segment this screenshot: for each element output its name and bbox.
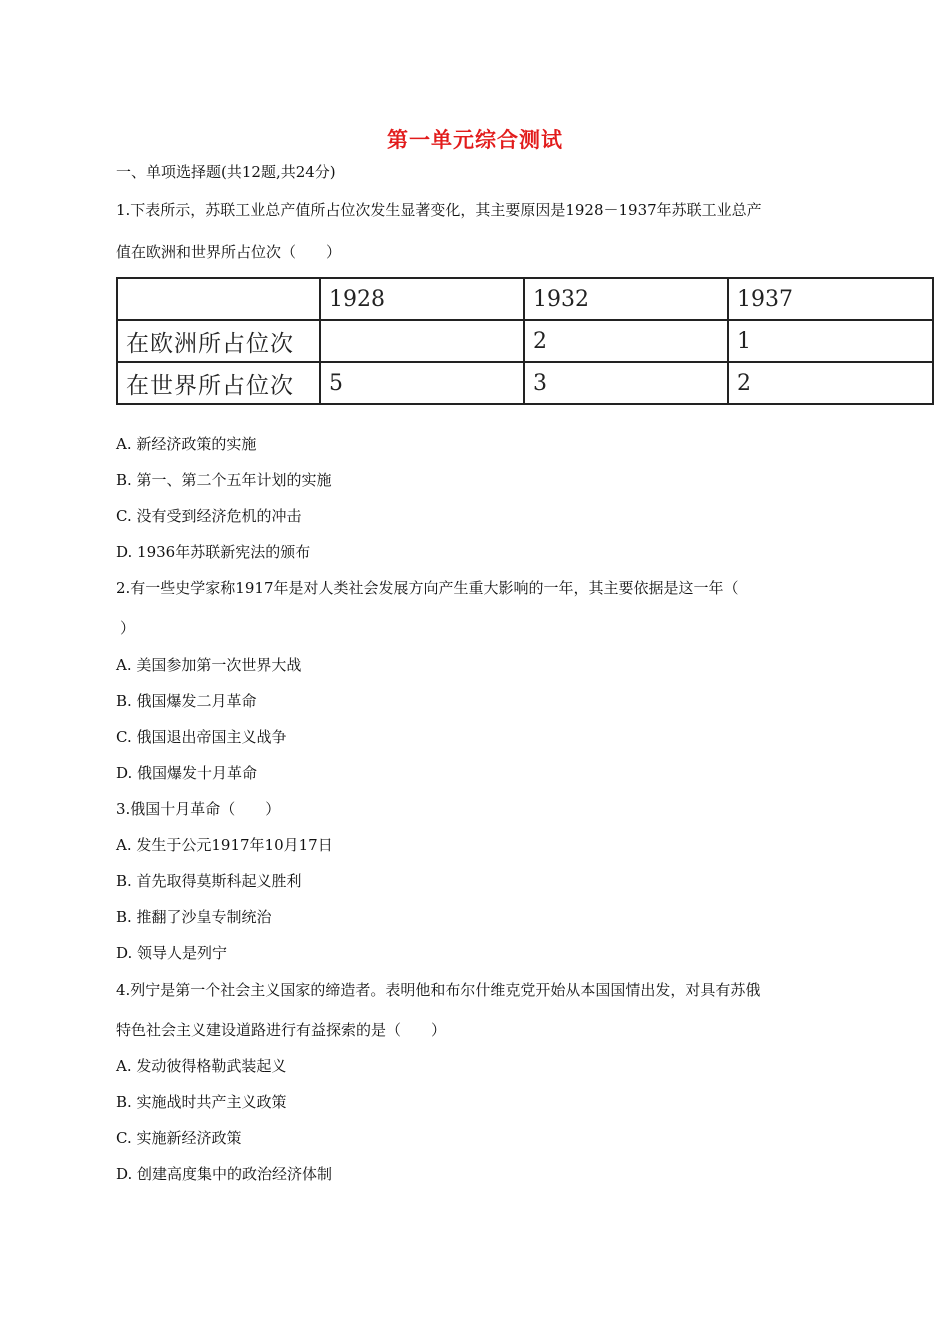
question-1-text-line-1: 1.下表所示，苏联工业总产值所占位次发生显著变化，其主要原因是1928－1937年苏联工业总产	[116, 201, 762, 219]
question-2-text-line-2: ）	[120, 619, 136, 637]
table-header-cell	[117, 278, 320, 320]
question-1-option-c: C. 没有受到经济危机的冲击	[116, 507, 302, 525]
table-cell: 5	[320, 362, 524, 404]
table-header-cell: 1937	[728, 278, 933, 320]
table-header-cell: 1928	[320, 278, 524, 320]
table-cell	[320, 320, 524, 362]
table-row-label: 在世界所占位次	[117, 362, 320, 404]
table-cell: 1	[728, 320, 933, 362]
question-3-option-b: B. 首先取得莫斯科起义胜利	[116, 872, 302, 890]
table-row	[117, 362, 933, 404]
table-cell: 3	[524, 362, 728, 404]
question-4-option-a: A. 发动彼得格勒武装起义	[116, 1057, 287, 1075]
table-header-row	[117, 278, 933, 320]
question-2-option-c: C. 俄国退出帝国主义战争	[116, 728, 287, 746]
question-4-option-b: B. 实施战时共产主义政策	[116, 1093, 287, 1111]
page-title: 第一单元综合测试	[387, 128, 563, 152]
question-1-option-b: B. 第一、第二个五年计划的实施	[116, 471, 332, 489]
question-3-text: 3.俄国十月革命（ ）	[116, 800, 281, 818]
question-3-option-d: D. 领导人是列宁	[116, 944, 228, 962]
question-1-text-line-2: 值在欧洲和世界所占位次（ ）	[116, 243, 342, 261]
table-cell: 2	[728, 362, 933, 404]
table-row	[117, 320, 933, 362]
question-2-option-b: B. 俄国爆发二月革命	[116, 692, 257, 710]
table-header-cell: 1932	[524, 278, 728, 320]
table-row-label: 在欧洲所占位次	[117, 320, 320, 362]
ranking-table	[116, 277, 934, 405]
question-3-option-b2: B. 推翻了沙皇专制统治	[116, 908, 272, 926]
question-1-option-a: A. 新经济政策的实施	[116, 435, 257, 453]
question-2-option-d: D. 俄国爆发十月革命	[116, 764, 258, 782]
question-4-option-d: D. 创建高度集中的政治经济体制	[116, 1165, 333, 1183]
question-4-text-line-2: 特色社会主义建设道路进行有益探索的是（ ）	[116, 1021, 447, 1039]
question-2-option-a: A. 美国参加第一次世界大战	[116, 656, 302, 674]
question-4-text-line-1: 4.列宁是第一个社会主义国家的缔造者。表明他和布尔什维克党开始从本国国情出发，对具有苏俄	[116, 981, 761, 999]
section-heading: 一、单项选择题(共12题,共24分)	[116, 163, 336, 181]
question-4-option-c: C. 实施新经济政策	[116, 1129, 242, 1147]
question-2-text-line-1: 2.有一些史学家称1917年是对人类社会发展方向产生重大影响的一年，其主要依据是这一年（	[116, 579, 739, 597]
question-3-option-a: A. 发生于公元1917年10月17日	[116, 836, 333, 854]
question-1-option-d: D. 1936年苏联新宪法的颁布	[116, 543, 311, 561]
table-cell: 2	[524, 320, 728, 362]
